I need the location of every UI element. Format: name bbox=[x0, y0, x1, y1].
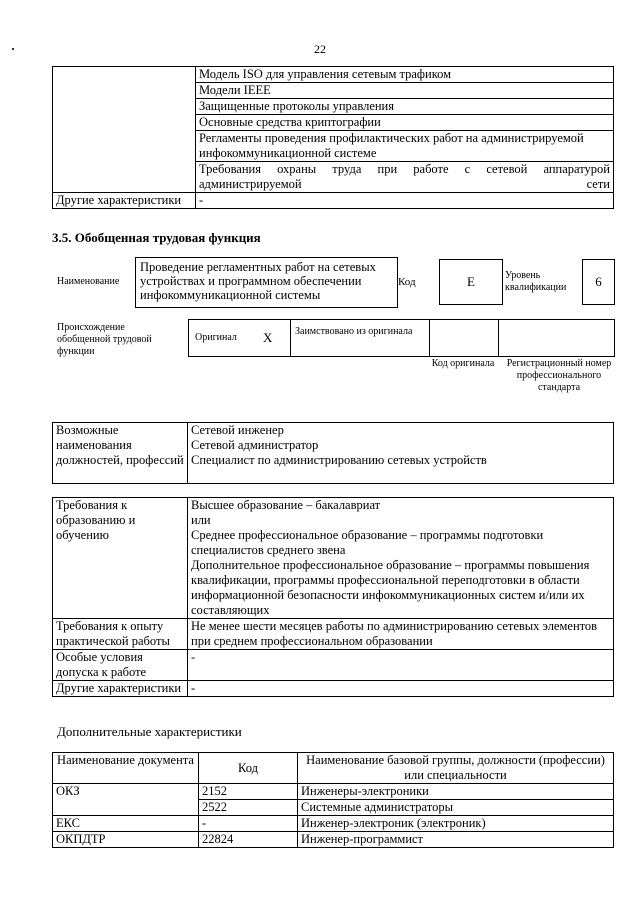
reg-number-caption: Регистрационный номер профессионального стандарта bbox=[506, 358, 612, 393]
table-cell: Модель ISO для управления сетевым трафиком bbox=[196, 67, 614, 83]
origin-table bbox=[188, 319, 615, 357]
education-line: Среднее профессиональное образование – программы подготовки специалистов среднего звена bbox=[191, 528, 544, 557]
positions-label: Возможные наименования должностей, профессий bbox=[53, 423, 188, 484]
education-line: Дополнительное профессиональное образование – программы повышения квалификации, программы профессиональной переподготовки в области информационной безопасности инфокоммуникационных систем и/или их составляющих bbox=[191, 558, 590, 617]
table-header-row bbox=[53, 753, 614, 784]
page-number: 22 bbox=[314, 42, 326, 56]
table-cell: Системные администраторы bbox=[298, 800, 614, 816]
table-cell: 2522 bbox=[199, 800, 298, 816]
table-cell: Инженер-программист bbox=[298, 832, 614, 848]
other-label: Другие характеристики bbox=[53, 681, 188, 697]
table-cell: ОКПДТР bbox=[53, 832, 199, 848]
name-label: Наименование bbox=[57, 276, 120, 287]
table-cell: Инженеры-электроники bbox=[298, 784, 614, 800]
table-cell: ЕКС bbox=[53, 816, 199, 832]
additional-table bbox=[52, 752, 614, 848]
code-label: Код bbox=[398, 276, 416, 288]
origin-label: Происхождение обобщенной трудовой функции bbox=[57, 322, 152, 357]
education-values bbox=[188, 498, 614, 619]
gtf-code-box: E bbox=[439, 259, 503, 305]
table-cell: Регламенты проведения профилактических работ на администрируемой инфокоммуникационной системе bbox=[196, 131, 614, 162]
scan-speck bbox=[12, 48, 14, 50]
table-row bbox=[53, 681, 614, 697]
other-value: - bbox=[188, 681, 614, 697]
positions-values bbox=[188, 423, 614, 484]
header-code: Код bbox=[199, 753, 298, 784]
origin-code-caption: Код оригинала bbox=[431, 358, 495, 369]
table-row bbox=[53, 498, 614, 619]
level-box: 6 bbox=[582, 259, 615, 305]
education-line: или bbox=[191, 513, 211, 527]
table-cell: Требования охраны труда при работе с сетевой аппаратурой администрируемой сети bbox=[196, 162, 614, 193]
divider bbox=[429, 320, 430, 356]
table-cell: Защищенные протоколы управления bbox=[196, 99, 614, 115]
positions-table bbox=[52, 422, 614, 484]
table-row bbox=[53, 423, 614, 484]
knowledge-table bbox=[52, 66, 614, 209]
position-item: Сетевой администратор bbox=[191, 438, 319, 452]
conditions-label: Особые условия допуска к работе bbox=[53, 650, 188, 681]
table-cell: - bbox=[199, 816, 298, 832]
table-cell: - bbox=[196, 193, 614, 209]
table-cell: 2152 bbox=[199, 784, 298, 800]
gtf-name-box: Проведение регламентных работ на сетевых устройствах и программном обеспечении инфокоммуникационной системы bbox=[135, 257, 398, 308]
additional-title: Дополнительные характеристики bbox=[57, 724, 242, 739]
experience-value: Не менее шести месяцев работы по администрированию сетевых элементов при среднем профессиональном образовании bbox=[188, 619, 614, 650]
divider bbox=[290, 320, 291, 356]
table-row bbox=[53, 193, 614, 209]
experience-label: Требования к опыту практической работы bbox=[53, 619, 188, 650]
table-row bbox=[53, 67, 614, 83]
table-cell: Инженер-электроник (электроник) bbox=[298, 816, 614, 832]
position-item: Сетевой инженер bbox=[191, 423, 284, 437]
header-document: Наименование документа bbox=[53, 753, 199, 784]
section-heading: 3.5. Обобщенная трудовая функция bbox=[52, 230, 261, 245]
borrowed-label: Заимствовано из оригинала bbox=[295, 326, 413, 337]
level-label: Уровень квалификации bbox=[505, 270, 567, 293]
table-cell: 22824 bbox=[199, 832, 298, 848]
table-row bbox=[53, 650, 614, 681]
empty-label-cell bbox=[53, 67, 196, 193]
position-item: Специалист по администрированию сетевых устройств bbox=[191, 453, 487, 467]
table-row bbox=[53, 619, 614, 650]
table-row bbox=[53, 832, 614, 848]
original-mark: X bbox=[263, 330, 273, 345]
table-row bbox=[53, 784, 614, 800]
divider bbox=[498, 320, 499, 356]
table-cell: ОКЗ bbox=[53, 784, 199, 816]
original-label: Оригинал bbox=[195, 332, 237, 343]
table-label-cell: Другие характеристики bbox=[53, 193, 196, 209]
conditions-value: - bbox=[188, 650, 614, 681]
education-label: Требования к образованию и обучению bbox=[53, 498, 188, 619]
requirements-table bbox=[52, 497, 614, 697]
header-group: Наименование базовой группы, должности (профессии) или специальности bbox=[298, 753, 614, 784]
education-line: Высшее образование – бакалавриат bbox=[191, 498, 381, 512]
table-row bbox=[53, 816, 614, 832]
table-cell: Основные средства криптографии bbox=[196, 115, 614, 131]
table-cell: Модели IEEE bbox=[196, 83, 614, 99]
